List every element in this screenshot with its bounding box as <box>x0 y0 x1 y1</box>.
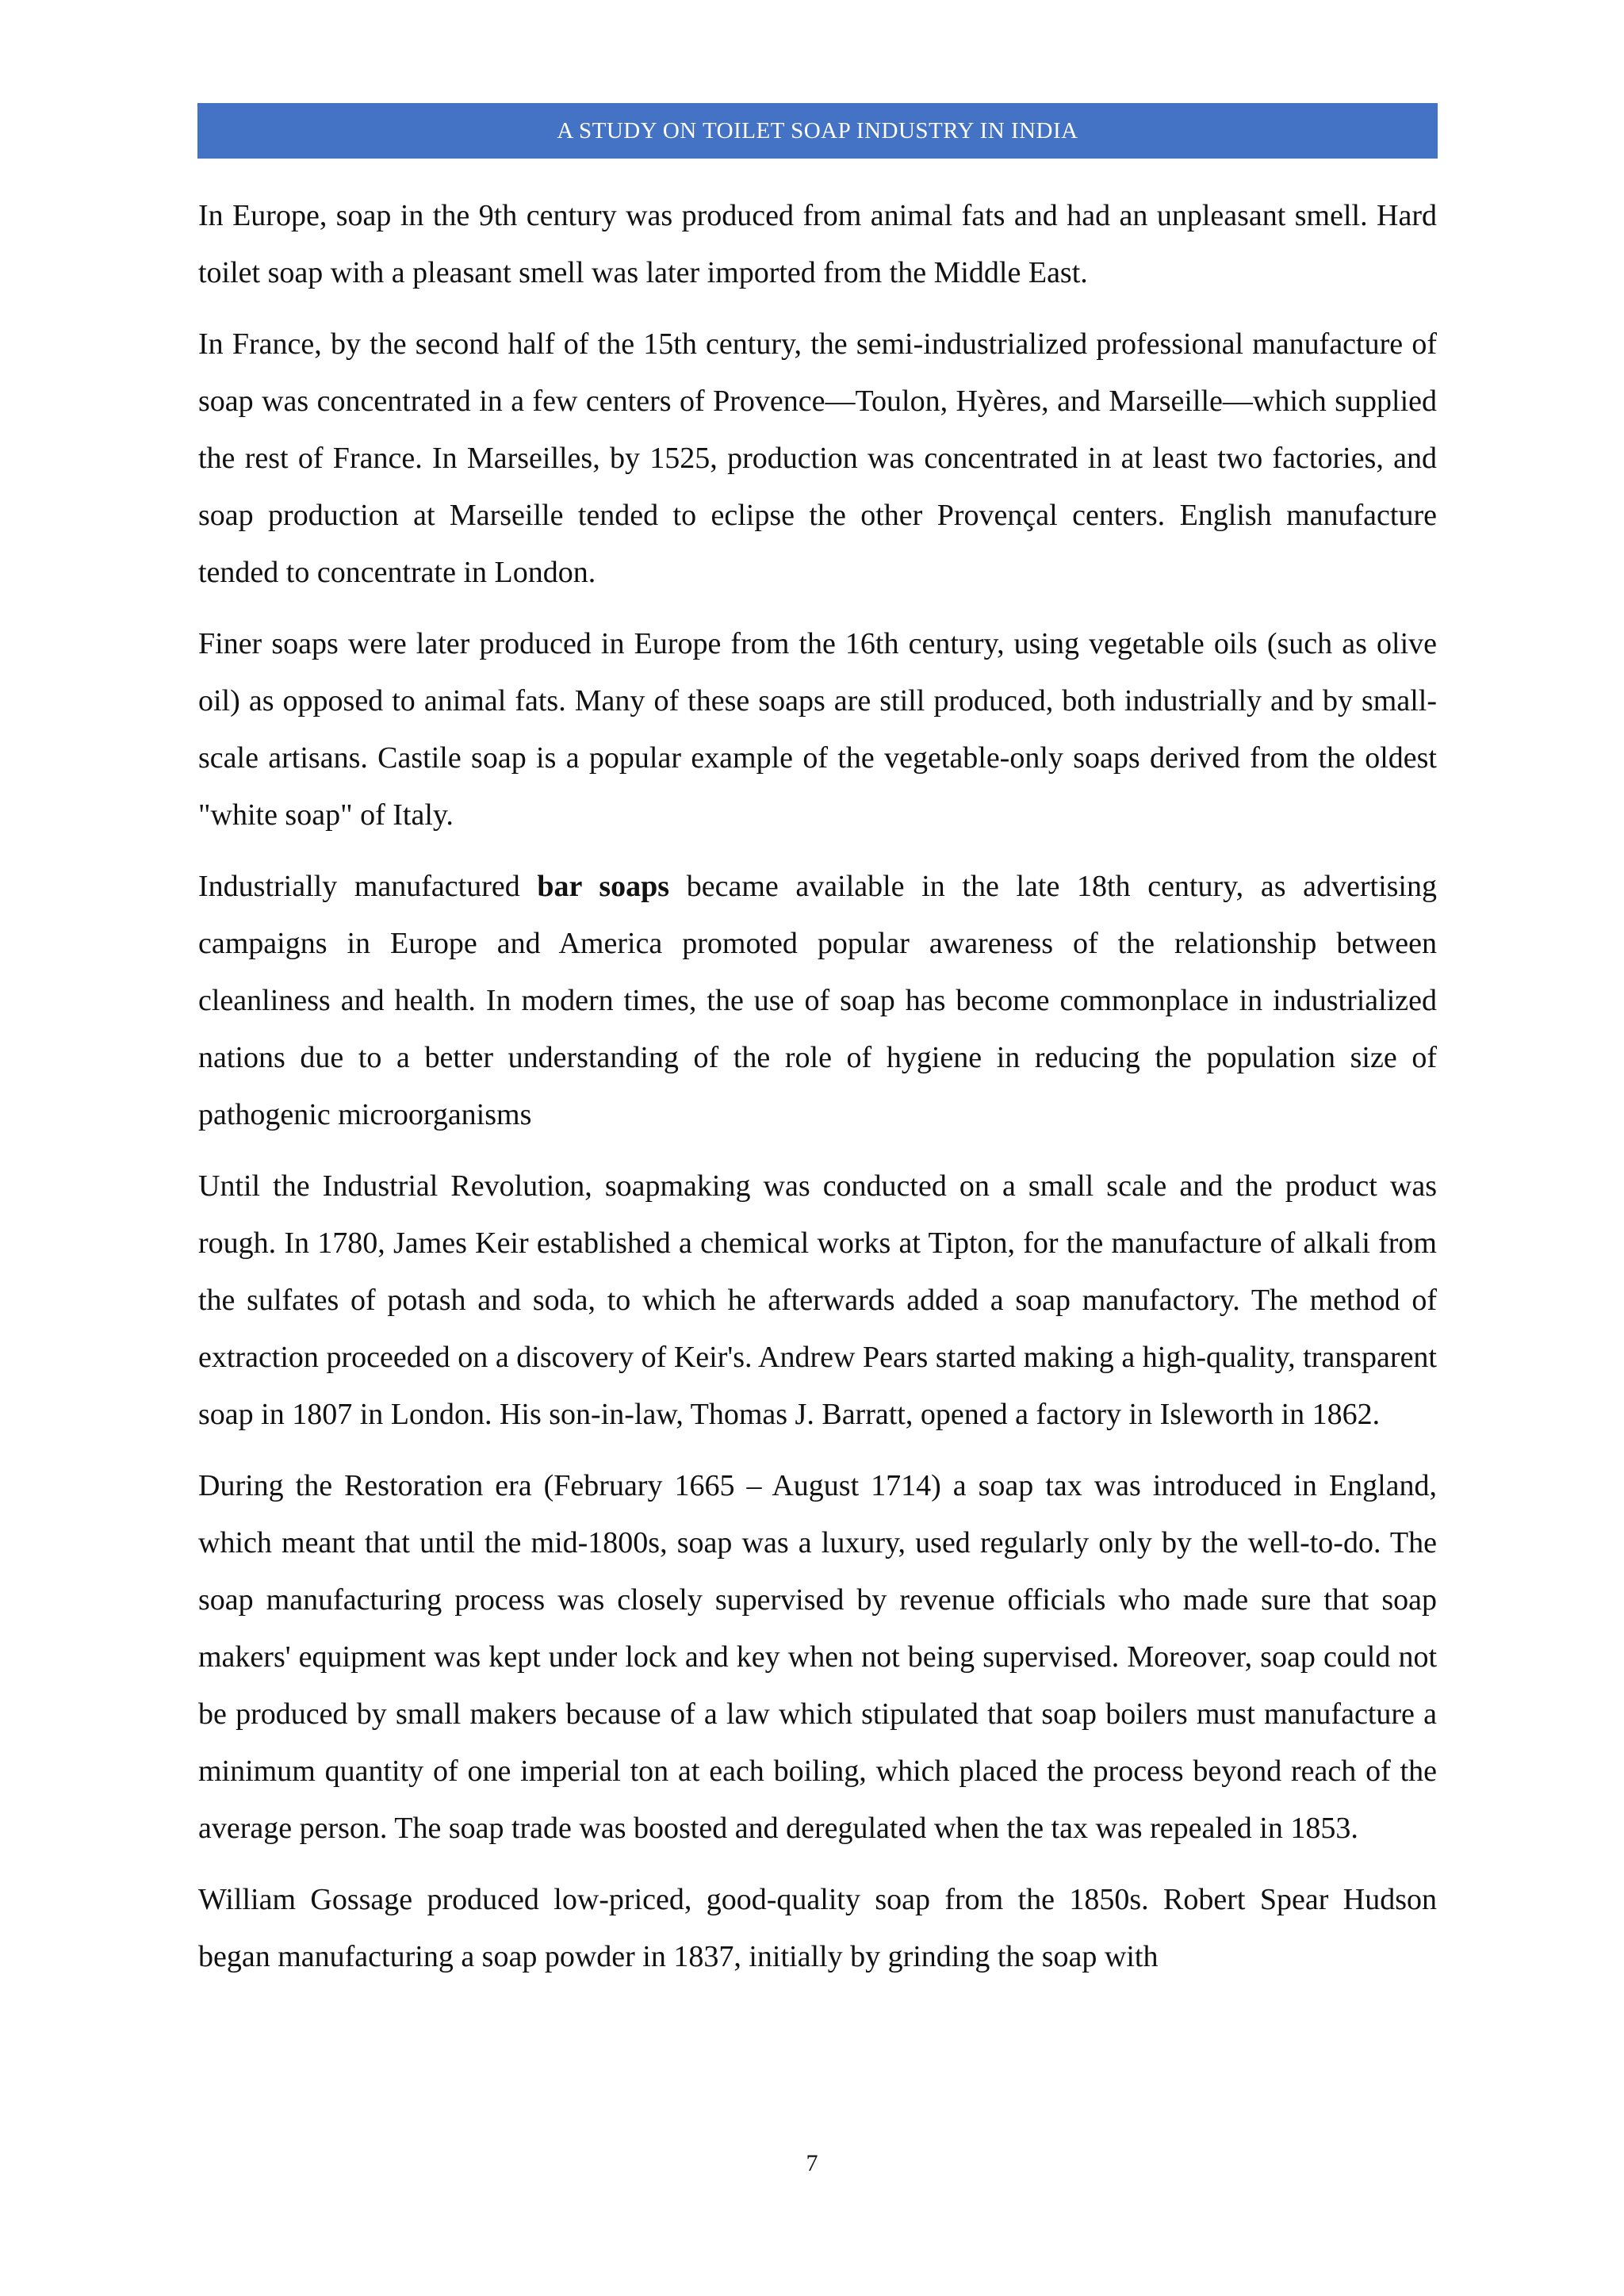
page-number: 7 <box>806 2150 818 2176</box>
body-text <box>198 187 1437 1999</box>
bar-soaps-rest: became available in the late 18th century, as advertising campaigns in Europe and America promoted popular awareness of the relationship between cleanliness and health. In modern times, the use of soap has become commonplace in industrialized nations due to a better understanding of the role of hygiene in reducing the population size of pathogenic microorganisms <box>198 870 1437 1131</box>
paragraph-william-gossage: William Gossage produced low-priced, good-quality soap from the 1850s. Robert Spear Hudson began manufacturing a soap powder in 1837, initially by grinding the soap with <box>198 1883 1437 1973</box>
bar-soaps-intro: Industrially manufactured <box>198 870 538 903</box>
paragraph-france-15th-century: In France, by the second half of the 15th century, the semi-industrialized professional manufacture of soap was concentrated in a few centers of Provence—Toulon, Hyères, and Marseille—which supplied the rest of France. In Marseilles, by 1525, production was concentrated in at least two factories, and soap production at Marseille tended to eclipse the other Provençal centers. English manufacture tended to concentrate in London. <box>198 327 1437 589</box>
running-header-title: A STUDY ON TOILET SOAP INDUSTRY IN INDIA <box>557 117 1078 144</box>
bar-soaps-term: bar soaps <box>537 870 670 903</box>
paragraph-finer-soaps: Finer soaps were later produced in Europe from the 16th century, using vegetable oils (such as olive oil) as opposed to animal fats. Many of these soaps are still produced, both industrially and by small-scale artisans. Castile soap is a popular example of the vegetable-only soaps derived from the oldest "white soap" of Italy. <box>198 627 1437 832</box>
paragraph-restoration-era: During the Restoration era (February 1665 – August 1714) a soap tax was introduced in England, which meant that until the mid-1800s, soap was a luxury, used regularly only by the well-to-do. The soap manufacturing process was closely supervised by revenue officials who made sure that soap makers' equipment was kept under lock and key when not being supervised. Moreover, soap could not be produced by small makers because of a law which stipulated that soap boilers must manufacture a minimum quantity of one imperial ton at each boiling, which placed the process beyond reach of the average person. The soap trade was boosted and deregulated when the tax was repealed in 1853. <box>198 1469 1437 1845</box>
paragraph-europe-9th-century: In Europe, soap in the 9th century was produced from animal fats and had an unpleasant smell. Hard toilet soap with a pleasant smell was later imported from the Middle East. <box>198 199 1437 289</box>
paragraph-bar-soaps <box>198 858 1437 1143</box>
paragraph-industrial-revolution: Until the Industrial Revolution, soapmaking was conducted on a small scale and the product was rough. In 1780, James Keir established a chemical works at Tipton, for the manufacture of alkali from the sulfates of potash and soda, to which he afterwards added a soap manufactory. The method of extraction proceeded on a discovery of Keir's. Andrew Pears started making a high-quality, transparent soap in 1807 in London. His son-in-law, Thomas J. Barratt, opened a factory in Isleworth in 1862. <box>198 1169 1437 1431</box>
running-header <box>197 103 1438 159</box>
